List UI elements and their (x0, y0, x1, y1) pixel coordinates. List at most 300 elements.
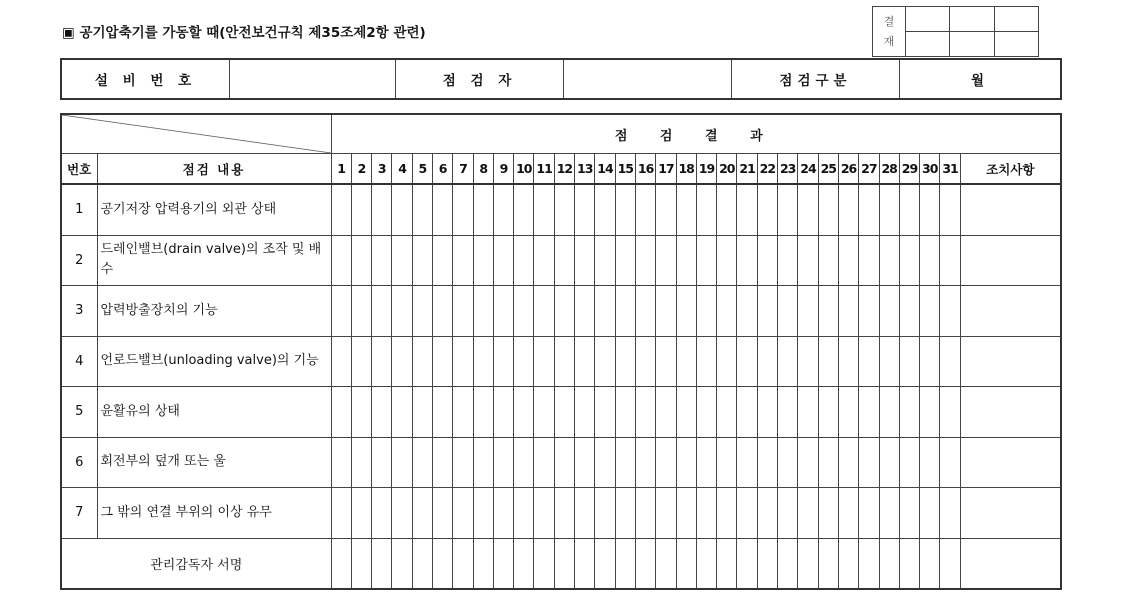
day-header: 15 (615, 154, 635, 185)
day-check-cell[interactable] (351, 336, 371, 387)
day-check-cell[interactable] (331, 286, 351, 337)
day-header: 16 (635, 154, 655, 185)
remarks-cell[interactable] (960, 538, 1061, 589)
day-check-cell[interactable] (676, 286, 696, 337)
day-check-cell[interactable] (798, 235, 818, 286)
day-check-cell[interactable] (859, 538, 879, 589)
day-check-cell[interactable] (737, 235, 757, 286)
day-check-cell[interactable] (838, 184, 858, 235)
day-check-cell[interactable] (656, 488, 676, 539)
day-check-cell[interactable] (554, 387, 574, 438)
day-check-cell[interactable] (696, 437, 716, 488)
day-check-cell[interactable] (778, 336, 798, 387)
day-check-cell[interactable] (473, 235, 493, 286)
day-check-cell[interactable] (818, 184, 838, 235)
day-check-cell[interactable] (432, 488, 452, 539)
day-check-cell[interactable] (798, 387, 818, 438)
inspection-table (60, 113, 1062, 590)
day-check-cell[interactable] (514, 235, 534, 286)
day-check-cell[interactable] (372, 184, 392, 235)
day-check-cell[interactable] (778, 235, 798, 286)
day-check-cell[interactable] (595, 235, 615, 286)
day-check-cell[interactable] (920, 387, 940, 438)
form-title: ▣ 공기압축기를 가동할 때(안전보건규칙 제35조제2항 관련) (62, 25, 426, 41)
day-check-cell[interactable] (859, 437, 879, 488)
day-check-cell[interactable] (473, 286, 493, 337)
day-check-cell[interactable] (473, 437, 493, 488)
day-header: 18 (676, 154, 696, 185)
day-check-cell[interactable] (859, 336, 879, 387)
day-check-cell[interactable] (635, 387, 655, 438)
day-check-cell[interactable] (717, 437, 737, 488)
day-check-cell[interactable] (331, 387, 351, 438)
day-check-cell[interactable] (595, 286, 615, 337)
item-no: 3 (61, 286, 97, 337)
day-check-cell[interactable] (818, 488, 838, 539)
day-check-cell[interactable] (798, 286, 818, 337)
day-check-cell[interactable] (717, 235, 737, 286)
day-check-cell[interactable] (798, 184, 818, 235)
day-check-cell[interactable] (676, 437, 696, 488)
day-check-cell[interactable] (453, 538, 473, 589)
day-check-cell[interactable] (798, 336, 818, 387)
day-header: 7 (453, 154, 473, 185)
day-check-cell[interactable] (453, 336, 473, 387)
approval-cell[interactable] (994, 32, 1038, 57)
day-check-cell[interactable] (432, 437, 452, 488)
day-check-cell[interactable] (879, 286, 899, 337)
day-check-cell[interactable] (818, 538, 838, 589)
day-check-cell[interactable] (615, 336, 635, 387)
remarks-cell[interactable] (960, 286, 1061, 337)
day-check-cell[interactable] (899, 184, 919, 235)
day-check-cell[interactable] (676, 235, 696, 286)
day-check-cell[interactable] (656, 184, 676, 235)
day-check-cell[interactable] (818, 235, 838, 286)
day-check-cell[interactable] (514, 488, 534, 539)
day-check-cell[interactable] (778, 538, 798, 589)
item-no: 4 (61, 336, 97, 387)
day-check-cell[interactable] (920, 336, 940, 387)
month-field[interactable]: 월 (900, 59, 1062, 99)
day-check-cell[interactable] (392, 235, 412, 286)
day-check-cell[interactable] (696, 488, 716, 539)
day-check-cell[interactable] (575, 235, 595, 286)
day-check-cell[interactable] (534, 286, 554, 337)
day-check-cell[interactable] (920, 286, 940, 337)
day-check-cell[interactable] (331, 437, 351, 488)
day-header: 14 (595, 154, 615, 185)
day-check-cell[interactable] (899, 286, 919, 337)
day-check-cell[interactable] (432, 336, 452, 387)
day-check-cell[interactable] (493, 387, 513, 438)
day-check-cell[interactable] (554, 437, 574, 488)
day-check-cell[interactable] (737, 286, 757, 337)
day-check-cell[interactable] (331, 488, 351, 539)
day-check-cell[interactable] (940, 184, 960, 235)
day-check-cell[interactable] (412, 184, 432, 235)
day-check-cell[interactable] (778, 286, 798, 337)
approval-cell[interactable] (950, 7, 994, 32)
day-check-cell[interactable] (838, 437, 858, 488)
day-check-cell[interactable] (635, 538, 655, 589)
day-check-cell[interactable] (453, 488, 473, 539)
day-check-cell[interactable] (778, 184, 798, 235)
day-check-cell[interactable] (351, 437, 371, 488)
day-header: 26 (838, 154, 858, 185)
day-check-cell[interactable] (351, 387, 371, 438)
day-check-cell[interactable] (696, 286, 716, 337)
day-check-cell[interactable] (615, 286, 635, 337)
day-check-cell[interactable] (331, 184, 351, 235)
day-check-cell[interactable] (879, 336, 899, 387)
day-check-cell[interactable] (696, 336, 716, 387)
day-check-cell[interactable] (453, 437, 473, 488)
day-check-cell[interactable] (372, 437, 392, 488)
day-check-cell[interactable] (412, 286, 432, 337)
day-check-cell[interactable] (838, 235, 858, 286)
day-check-cell[interactable] (432, 286, 452, 337)
day-check-cell[interactable] (757, 235, 777, 286)
remarks-cell[interactable] (960, 235, 1061, 286)
day-check-cell[interactable] (737, 437, 757, 488)
day-check-cell[interactable] (818, 286, 838, 337)
day-check-cell[interactable] (899, 387, 919, 438)
day-check-cell[interactable] (737, 336, 757, 387)
day-check-cell[interactable] (392, 488, 412, 539)
approval-cell[interactable] (906, 32, 950, 57)
table-row (61, 286, 1061, 337)
day-check-cell[interactable] (554, 286, 574, 337)
day-check-cell[interactable] (514, 184, 534, 235)
day-check-cell[interactable] (392, 387, 412, 438)
day-check-cell[interactable] (940, 437, 960, 488)
day-check-cell[interactable] (920, 437, 940, 488)
day-check-cell[interactable] (676, 387, 696, 438)
day-check-cell[interactable] (615, 437, 635, 488)
day-header: 27 (859, 154, 879, 185)
day-check-cell[interactable] (331, 336, 351, 387)
day-header: 2 (351, 154, 371, 185)
day-check-cell[interactable] (575, 538, 595, 589)
day-check-cell[interactable] (554, 538, 574, 589)
day-check-cell[interactable] (879, 488, 899, 539)
day-check-cell[interactable] (757, 336, 777, 387)
day-check-cell[interactable] (778, 488, 798, 539)
day-check-cell[interactable] (554, 336, 574, 387)
day-check-cell[interactable] (595, 184, 615, 235)
day-check-cell[interactable] (575, 387, 595, 438)
day-check-cell[interactable] (372, 387, 392, 438)
day-check-cell[interactable] (676, 538, 696, 589)
day-check-cell[interactable] (473, 387, 493, 438)
day-check-cell[interactable] (392, 538, 412, 589)
day-check-cell[interactable] (818, 336, 838, 387)
day-check-cell[interactable] (372, 235, 392, 286)
day-check-cell[interactable] (798, 437, 818, 488)
day-check-cell[interactable] (717, 286, 737, 337)
day-check-cell[interactable] (757, 437, 777, 488)
day-check-cell[interactable] (453, 235, 473, 286)
day-check-cell[interactable] (575, 488, 595, 539)
day-check-cell[interactable] (656, 387, 676, 438)
day-check-cell[interactable] (757, 538, 777, 589)
day-check-cell[interactable] (899, 488, 919, 539)
approval-cell[interactable] (994, 7, 1038, 32)
day-check-cell[interactable] (412, 538, 432, 589)
day-check-cell[interactable] (493, 235, 513, 286)
day-check-cell[interactable] (615, 488, 635, 539)
day-check-cell[interactable] (595, 437, 615, 488)
day-check-cell[interactable] (514, 336, 534, 387)
day-header: 9 (493, 154, 513, 185)
day-check-cell[interactable] (635, 286, 655, 337)
day-check-cell[interactable] (635, 184, 655, 235)
day-check-cell[interactable] (838, 538, 858, 589)
day-check-cell[interactable] (798, 488, 818, 539)
day-check-cell[interactable] (595, 538, 615, 589)
day-check-cell[interactable] (493, 437, 513, 488)
day-check-cell[interactable] (778, 387, 798, 438)
item-text: 드레인밸브(drain valve)의 조작 및 배수 (97, 235, 331, 286)
day-check-cell[interactable] (575, 184, 595, 235)
day-check-cell[interactable] (737, 488, 757, 539)
day-check-cell[interactable] (534, 184, 554, 235)
signature-label: 관리감독자 서명 (61, 538, 331, 589)
day-check-cell[interactable] (351, 286, 371, 337)
inspector-label: 점 검 자 (396, 59, 564, 99)
day-check-cell[interactable] (392, 184, 412, 235)
day-check-cell[interactable] (351, 488, 371, 539)
day-check-cell[interactable] (575, 336, 595, 387)
day-header: 23 (778, 154, 798, 185)
day-check-cell[interactable] (514, 286, 534, 337)
day-check-cell[interactable] (676, 336, 696, 387)
day-check-cell[interactable] (493, 538, 513, 589)
day-check-cell[interactable] (615, 235, 635, 286)
day-check-cell[interactable] (838, 286, 858, 337)
item-text: 공기저장 압력용기의 외관 상태 (97, 184, 331, 235)
day-header: 25 (818, 154, 838, 185)
day-check-cell[interactable] (920, 235, 940, 286)
day-check-cell[interactable] (838, 488, 858, 539)
day-check-cell[interactable] (554, 184, 574, 235)
day-check-cell[interactable] (696, 184, 716, 235)
day-check-cell[interactable] (879, 538, 899, 589)
day-check-cell[interactable] (432, 538, 452, 589)
day-check-cell[interactable] (412, 336, 432, 387)
day-check-cell[interactable] (778, 437, 798, 488)
day-check-cell[interactable] (473, 184, 493, 235)
day-check-cell[interactable] (798, 538, 818, 589)
day-check-cell[interactable] (879, 437, 899, 488)
day-check-cell[interactable] (899, 336, 919, 387)
day-check-cell[interactable] (656, 286, 676, 337)
day-check-cell[interactable] (392, 336, 412, 387)
day-check-cell[interactable] (331, 538, 351, 589)
day-header: 10 (514, 154, 534, 185)
day-check-cell[interactable] (351, 538, 371, 589)
day-check-cell[interactable] (595, 387, 615, 438)
day-check-cell[interactable] (920, 488, 940, 539)
table-row (61, 437, 1061, 488)
day-check-cell[interactable] (899, 437, 919, 488)
day-check-cell[interactable] (940, 336, 960, 387)
day-check-cell[interactable] (717, 336, 737, 387)
day-check-cell[interactable] (534, 336, 554, 387)
day-check-cell[interactable] (899, 235, 919, 286)
day-check-cell[interactable] (615, 538, 635, 589)
table-row (61, 184, 1061, 235)
day-check-cell[interactable] (514, 538, 534, 589)
day-check-cell[interactable] (554, 488, 574, 539)
remarks-cell[interactable] (960, 184, 1061, 235)
day-check-cell[interactable] (696, 387, 716, 438)
approval-cell[interactable] (906, 7, 950, 32)
day-check-cell[interactable] (351, 235, 371, 286)
day-check-cell[interactable] (514, 437, 534, 488)
day-check-cell[interactable] (859, 488, 879, 539)
day-header: 4 (392, 154, 412, 185)
day-check-cell[interactable] (757, 184, 777, 235)
day-check-cell[interactable] (940, 488, 960, 539)
category-label: 점검구분 (732, 59, 900, 99)
day-check-cell[interactable] (372, 488, 392, 539)
day-check-cell[interactable] (656, 336, 676, 387)
day-check-cell[interactable] (412, 235, 432, 286)
day-check-cell[interactable] (392, 437, 412, 488)
item-text: 그 밖의 연결 부위의 이상 유무 (97, 488, 331, 539)
day-check-cell[interactable] (493, 184, 513, 235)
info-table (60, 58, 1062, 100)
day-check-cell[interactable] (717, 387, 737, 438)
day-check-cell[interactable] (534, 387, 554, 438)
day-check-cell[interactable] (473, 488, 493, 539)
day-check-cell[interactable] (859, 184, 879, 235)
day-check-cell[interactable] (859, 387, 879, 438)
day-check-cell[interactable] (331, 235, 351, 286)
day-check-cell[interactable] (635, 488, 655, 539)
day-check-cell[interactable] (453, 184, 473, 235)
day-check-cell[interactable] (859, 235, 879, 286)
day-check-cell[interactable] (940, 235, 960, 286)
day-check-cell[interactable] (717, 184, 737, 235)
day-header: 29 (899, 154, 919, 185)
day-check-cell[interactable] (554, 235, 574, 286)
day-check-cell[interactable] (372, 286, 392, 337)
day-check-cell[interactable] (615, 184, 635, 235)
day-check-cell[interactable] (920, 184, 940, 235)
day-check-cell[interactable] (534, 488, 554, 539)
day-header: 8 (473, 154, 493, 185)
day-check-cell[interactable] (635, 336, 655, 387)
day-check-cell[interactable] (534, 437, 554, 488)
approval-label-2: 재 (883, 34, 895, 48)
day-check-cell[interactable] (575, 437, 595, 488)
day-check-cell[interactable] (473, 538, 493, 589)
day-check-cell[interactable] (838, 336, 858, 387)
day-check-cell[interactable] (635, 235, 655, 286)
day-check-cell[interactable] (595, 488, 615, 539)
day-check-cell[interactable] (432, 387, 452, 438)
day-check-cell[interactable] (737, 184, 757, 235)
day-check-cell[interactable] (940, 286, 960, 337)
day-check-cell[interactable] (676, 184, 696, 235)
equipment-no-field[interactable] (230, 59, 396, 99)
day-check-cell[interactable] (432, 184, 452, 235)
day-check-cell[interactable] (757, 286, 777, 337)
approval-cell[interactable] (950, 32, 994, 57)
day-check-cell[interactable] (534, 538, 554, 589)
day-check-cell[interactable] (757, 488, 777, 539)
day-check-cell[interactable] (351, 184, 371, 235)
day-check-cell[interactable] (757, 387, 777, 438)
day-check-cell[interactable] (432, 235, 452, 286)
day-check-cell[interactable] (940, 538, 960, 589)
day-check-cell[interactable] (453, 286, 473, 337)
approval-label-1: 결 (883, 14, 895, 28)
day-check-cell[interactable] (818, 437, 838, 488)
remarks-cell[interactable] (960, 437, 1061, 488)
day-check-cell[interactable] (940, 387, 960, 438)
day-check-cell[interactable] (412, 437, 432, 488)
day-check-cell[interactable] (412, 387, 432, 438)
day-check-cell[interactable] (372, 336, 392, 387)
day-check-cell[interactable] (412, 488, 432, 539)
day-check-cell[interactable] (595, 336, 615, 387)
remarks-header: 조치사항 (960, 154, 1061, 185)
day-check-cell[interactable] (879, 387, 899, 438)
remarks-cell[interactable] (960, 488, 1061, 539)
item-no: 6 (61, 437, 97, 488)
remarks-cell[interactable] (960, 336, 1061, 387)
day-check-cell[interactable] (696, 538, 716, 589)
day-check-cell[interactable] (696, 235, 716, 286)
remarks-cell[interactable] (960, 387, 1061, 438)
inspector-field[interactable] (564, 59, 732, 99)
day-check-cell[interactable] (676, 488, 696, 539)
day-check-cell[interactable] (615, 387, 635, 438)
day-check-cell[interactable] (737, 387, 757, 438)
day-check-cell[interactable] (453, 387, 473, 438)
day-check-cell[interactable] (656, 538, 676, 589)
day-check-cell[interactable] (575, 286, 595, 337)
day-check-cell[interactable] (635, 437, 655, 488)
day-check-cell[interactable] (656, 235, 676, 286)
day-check-cell[interactable] (534, 235, 554, 286)
day-check-cell[interactable] (879, 235, 899, 286)
day-check-cell[interactable] (656, 437, 676, 488)
day-check-cell[interactable] (514, 387, 534, 438)
day-check-cell[interactable] (899, 538, 919, 589)
day-check-cell[interactable] (859, 286, 879, 337)
item-text: 언로드밸브(unloading valve)의 기능 (97, 336, 331, 387)
day-check-cell[interactable] (493, 286, 513, 337)
day-check-cell[interactable] (920, 538, 940, 589)
day-check-cell[interactable] (737, 538, 757, 589)
day-check-cell[interactable] (717, 538, 737, 589)
day-check-cell[interactable] (372, 538, 392, 589)
day-check-cell[interactable] (838, 387, 858, 438)
day-check-cell[interactable] (717, 488, 737, 539)
day-check-cell[interactable] (493, 488, 513, 539)
day-check-cell[interactable] (818, 387, 838, 438)
day-check-cell[interactable] (392, 286, 412, 337)
day-check-cell[interactable] (879, 184, 899, 235)
day-check-cell[interactable] (493, 336, 513, 387)
equipment-no-label: 설 비 번 호 (61, 59, 230, 99)
day-check-cell[interactable] (473, 336, 493, 387)
